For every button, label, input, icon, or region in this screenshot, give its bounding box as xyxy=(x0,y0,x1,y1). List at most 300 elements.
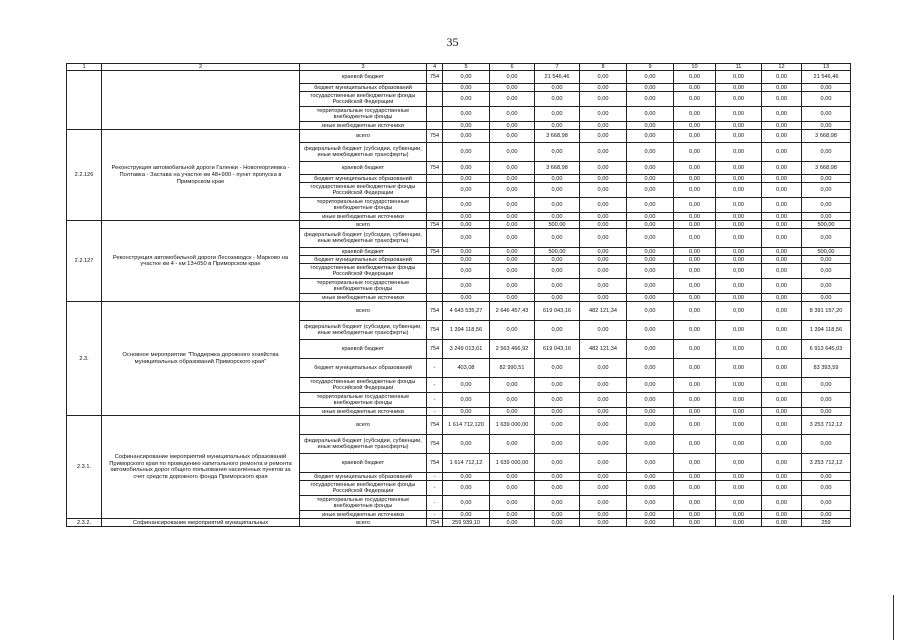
amount-cell: 0,00 xyxy=(443,198,490,213)
amount-cell: 0,00 xyxy=(716,229,762,248)
amount-cell: 0,00 xyxy=(802,435,851,454)
amount-cell: 0,00 xyxy=(443,435,490,454)
amount-cell: 0,00 xyxy=(716,248,762,256)
amount-cell: 0,00 xyxy=(802,473,851,481)
admin-code-cell xyxy=(427,84,443,92)
table-row xyxy=(67,130,851,143)
amount-cell: 0,00 xyxy=(674,183,716,198)
amount-cell: 0,00 xyxy=(674,175,716,183)
amount-cell: 0,00 xyxy=(580,519,627,527)
amount-cell: 0,00 xyxy=(535,143,580,162)
amount-cell: 0,00 xyxy=(490,71,535,84)
admin-code-cell: 754 xyxy=(427,340,443,359)
amount-cell: 0,00 xyxy=(627,294,674,302)
amount-cell: 0,00 xyxy=(674,198,716,213)
admin-code-cell xyxy=(427,294,443,302)
amount-cell: 0,00 xyxy=(762,162,802,175)
amount-cell: 0,00 xyxy=(762,213,802,221)
funding-source: государственные внебюджетные фонды Российской Федерации xyxy=(300,378,427,393)
amount-cell: 0,00 xyxy=(674,279,716,294)
amount-cell: 0,00 xyxy=(716,175,762,183)
amount-cell: 0,00 xyxy=(802,378,851,393)
amount-cell: 0,00 xyxy=(674,302,716,321)
amount-cell: 0,00 xyxy=(490,213,535,221)
amount-cell: 0,00 xyxy=(716,519,762,527)
amount-cell: 0,00 xyxy=(674,511,716,519)
amount-cell: 0,00 xyxy=(802,496,851,511)
amount-cell: 0,00 xyxy=(580,393,627,408)
table-row xyxy=(67,221,851,229)
amount-cell: 0,00 xyxy=(802,264,851,279)
column-number: 7 xyxy=(535,64,580,71)
amount-cell: 0,00 xyxy=(627,92,674,107)
amount-cell: 0,00 xyxy=(443,511,490,519)
amount-cell: 0,00 xyxy=(627,130,674,143)
admin-code-cell xyxy=(427,229,443,248)
amount-cell: 0,00 xyxy=(762,321,802,340)
amount-cell: 0,00 xyxy=(762,221,802,229)
amount-cell: 0,00 xyxy=(716,279,762,294)
amount-cell: 0,00 xyxy=(762,122,802,130)
amount-cell: 0,00 xyxy=(716,92,762,107)
funding-source: государственные внебюджетные фонды Российской Федерации xyxy=(300,481,427,496)
amount-cell: 0,00 xyxy=(535,264,580,279)
item-name xyxy=(102,71,300,130)
amount-cell: 0,00 xyxy=(580,473,627,481)
amount-cell: 0,00 xyxy=(535,294,580,302)
amount-cell: 4 643 535,27 xyxy=(443,302,490,321)
amount-cell: 0,00 xyxy=(674,229,716,248)
amount-cell: 0,00 xyxy=(762,454,802,473)
amount-cell: 6 913 645,03 xyxy=(802,340,851,359)
funding-source: всего xyxy=(300,221,427,229)
amount-cell: 3 668,98 xyxy=(535,162,580,175)
amount-cell: 0,00 xyxy=(443,294,490,302)
amount-cell: 0,00 xyxy=(443,84,490,92)
amount-cell: 0,00 xyxy=(716,393,762,408)
item-name: Основное мероприятие "Поддержка дорожного хозяйства муниципальных образований Приморского края" xyxy=(102,302,300,416)
amount-cell: 0,00 xyxy=(443,71,490,84)
amount-cell: 0,00 xyxy=(716,408,762,416)
funding-source: всего xyxy=(300,302,427,321)
admin-code-cell: - xyxy=(427,481,443,496)
amount-cell: 3 668,98 xyxy=(802,130,851,143)
amount-cell: 0,00 xyxy=(443,393,490,408)
funding-source: бюджет муниципальных образований xyxy=(300,256,427,264)
amount-cell: 0,00 xyxy=(443,221,490,229)
amount-cell: 0,00 xyxy=(762,496,802,511)
amount-cell: 0,00 xyxy=(490,408,535,416)
amount-cell: 0,00 xyxy=(490,198,535,213)
amount-cell: 0,00 xyxy=(535,496,580,511)
amount-cell: 0,00 xyxy=(716,302,762,321)
amount-cell: 0,00 xyxy=(716,511,762,519)
scan-margin-line xyxy=(893,595,894,640)
amount-cell: 0,00 xyxy=(580,122,627,130)
amount-cell: 259 xyxy=(802,519,851,527)
amount-cell: 0,00 xyxy=(580,71,627,84)
amount-cell: 0,00 xyxy=(535,481,580,496)
amount-cell: 0,00 xyxy=(443,248,490,256)
amount-cell: 1 394 118,56 xyxy=(443,321,490,340)
amount-cell: 0,00 xyxy=(627,122,674,130)
amount-cell: 0,00 xyxy=(535,454,580,473)
amount-cell: 0,00 xyxy=(490,84,535,92)
funding-source: краевой бюджет xyxy=(300,162,427,175)
admin-code-cell: 754 xyxy=(427,519,443,527)
amount-cell: 0,00 xyxy=(627,408,674,416)
amount-cell: 0,00 xyxy=(443,378,490,393)
amount-cell: 0,00 xyxy=(535,416,580,435)
amount-cell: 3 253 712,12 xyxy=(802,454,851,473)
amount-cell: 0,00 xyxy=(716,454,762,473)
amount-cell: 0,00 xyxy=(674,294,716,302)
amount-cell: 0,00 xyxy=(580,511,627,519)
amount-cell: 0,00 xyxy=(627,213,674,221)
amount-cell: 0,00 xyxy=(580,454,627,473)
amount-cell: 0,00 xyxy=(490,92,535,107)
item-name: Софинансирование мероприятий муниципальных образований Приморского края по проведению капитального ремонта и ремонта автомобильных дорог общего пользования населенных пунктов за счет средств дорожного фонда Приморского края xyxy=(102,416,300,519)
amount-cell: 0,00 xyxy=(490,162,535,175)
admin-code-cell: 754 xyxy=(427,454,443,473)
admin-code-cell: 754 xyxy=(427,302,443,321)
amount-cell: 1 639 000,00 xyxy=(490,416,535,435)
amount-cell: 0,00 xyxy=(716,416,762,435)
amount-cell: 0,00 xyxy=(443,143,490,162)
amount-cell: 0,00 xyxy=(627,321,674,340)
amount-cell: 0,00 xyxy=(490,143,535,162)
amount-cell: 0,00 xyxy=(627,71,674,84)
amount-cell: 0,00 xyxy=(762,256,802,264)
funding-source: государственные внебюджетные фонды Российской Федерации xyxy=(300,264,427,279)
amount-cell: 482 121,34 xyxy=(580,302,627,321)
admin-code-cell: 754 xyxy=(427,162,443,175)
amount-cell: 0,00 xyxy=(627,435,674,454)
amount-cell: 3 249 013,61 xyxy=(443,340,490,359)
amount-cell: 0,00 xyxy=(627,378,674,393)
amount-cell: 0,00 xyxy=(627,198,674,213)
amount-cell: 0,00 xyxy=(443,496,490,511)
amount-cell: 0,00 xyxy=(490,321,535,340)
amount-cell: 83 393,59 xyxy=(802,359,851,378)
amount-cell: 0,00 xyxy=(443,162,490,175)
amount-cell: 0,00 xyxy=(802,393,851,408)
item-name: Реконструкция автомобильной дороги Галенки - Новогеоргиевка - Полтавка - Застава на участке км 48+900 - пункт пропуска в Приморском крае xyxy=(102,130,300,221)
amount-cell: 0,00 xyxy=(674,408,716,416)
amount-cell: 0,00 xyxy=(762,416,802,435)
amount-cell: 0,00 xyxy=(627,229,674,248)
admin-code-cell: - xyxy=(427,496,443,511)
admin-code-cell xyxy=(427,213,443,221)
admin-code-cell xyxy=(427,264,443,279)
amount-cell: 0,00 xyxy=(627,511,674,519)
amount-cell: 0,00 xyxy=(443,408,490,416)
amount-cell: 0,00 xyxy=(580,198,627,213)
funding-source: территориальные государственные внебюджетные фонды xyxy=(300,393,427,408)
admin-code-cell xyxy=(427,92,443,107)
amount-cell: 1 394 118,56 xyxy=(802,321,851,340)
amount-cell: 1 614 712,12 xyxy=(443,454,490,473)
amount-cell: 0,00 xyxy=(802,511,851,519)
amount-cell: 0,00 xyxy=(716,107,762,122)
amount-cell: 0,00 xyxy=(490,496,535,511)
amount-cell: 0,00 xyxy=(762,279,802,294)
item-code: 2.3. xyxy=(67,302,102,416)
page-number: 35 xyxy=(446,35,459,49)
amount-cell: 0,00 xyxy=(535,198,580,213)
funding-source: иные внебюджетные источники xyxy=(300,122,427,130)
amount-cell: 0,00 xyxy=(580,130,627,143)
amount-cell: 0,00 xyxy=(674,84,716,92)
amount-cell: 0,00 xyxy=(627,84,674,92)
column-number: 12 xyxy=(762,64,802,71)
amount-cell: 0,00 xyxy=(762,378,802,393)
admin-code-cell: - xyxy=(427,511,443,519)
amount-cell: 0,00 xyxy=(580,481,627,496)
amount-cell: 0,00 xyxy=(762,393,802,408)
amount-cell: 500,00 xyxy=(802,221,851,229)
amount-cell: 0,00 xyxy=(762,294,802,302)
item-name: Софинансирование мероприятий муниципальных xyxy=(102,519,300,527)
funding-source: федеральный бюджет (субсидии, субвенции, иные межбюджетные трансферты) xyxy=(300,229,427,248)
amount-cell: 0,00 xyxy=(716,143,762,162)
amount-cell: 0,00 xyxy=(716,264,762,279)
amount-cell: 0,00 xyxy=(716,183,762,198)
amount-cell: 0,00 xyxy=(443,473,490,481)
amount-cell: 0,00 xyxy=(627,162,674,175)
amount-cell: 0,00 xyxy=(490,294,535,302)
amount-cell: 0,00 xyxy=(762,264,802,279)
amount-cell: 0,00 xyxy=(716,496,762,511)
amount-cell: 0,00 xyxy=(580,264,627,279)
admin-code-cell xyxy=(427,122,443,130)
amount-cell: 0,00 xyxy=(802,122,851,130)
admin-code-cell xyxy=(427,143,443,162)
funding-source: федеральный бюджет (субсидии, субвенции, иные межбюджетные трансферты) xyxy=(300,435,427,454)
funding-source: государственные внебюджетные фонды Российской Федерации xyxy=(300,92,427,107)
amount-cell: 0,00 xyxy=(762,229,802,248)
admin-code-cell xyxy=(427,256,443,264)
amount-cell: 0,00 xyxy=(674,213,716,221)
admin-code-cell: 754 xyxy=(427,321,443,340)
amount-cell: 0,00 xyxy=(627,340,674,359)
amount-cell: 0,00 xyxy=(490,221,535,229)
funding-source: краевой бюджет xyxy=(300,340,427,359)
amount-cell: 0,00 xyxy=(674,92,716,107)
amount-cell: 0,00 xyxy=(490,435,535,454)
amount-cell: 0,00 xyxy=(674,359,716,378)
amount-cell: 0,00 xyxy=(716,321,762,340)
admin-code-cell: - xyxy=(427,378,443,393)
column-number: 4 xyxy=(427,64,443,71)
admin-code-cell: 754 xyxy=(427,248,443,256)
funding-source: иные внебюджетные источники xyxy=(300,511,427,519)
amount-cell: 0,00 xyxy=(490,393,535,408)
amount-cell: 0,00 xyxy=(580,435,627,454)
amount-cell: 0,00 xyxy=(535,408,580,416)
amount-cell: 0,00 xyxy=(535,183,580,198)
column-number-row xyxy=(67,64,851,71)
amount-cell: 0,00 xyxy=(716,378,762,393)
amount-cell: 0,00 xyxy=(716,213,762,221)
amount-cell: 0,00 xyxy=(580,221,627,229)
amount-cell: 0,00 xyxy=(490,107,535,122)
column-number: 10 xyxy=(674,64,716,71)
amount-cell: 0,00 xyxy=(580,248,627,256)
amount-cell: 0,00 xyxy=(674,454,716,473)
amount-cell: 0,00 xyxy=(762,340,802,359)
amount-cell: 0,00 xyxy=(762,408,802,416)
amount-cell: 0,00 xyxy=(762,175,802,183)
amount-cell: 0,00 xyxy=(762,130,802,143)
amount-cell: 0,00 xyxy=(762,71,802,84)
amount-cell: 0,00 xyxy=(443,213,490,221)
amount-cell: 0,00 xyxy=(716,221,762,229)
amount-cell: 0,00 xyxy=(802,183,851,198)
amount-cell: 8 391 157,20 xyxy=(802,302,851,321)
admin-code-cell: 754 xyxy=(427,71,443,84)
amount-cell: 0,00 xyxy=(762,519,802,527)
amount-cell: 0,00 xyxy=(627,416,674,435)
amount-cell: 0,00 xyxy=(535,435,580,454)
amount-cell: 0,00 xyxy=(674,107,716,122)
amount-cell: 0,00 xyxy=(627,454,674,473)
amount-cell: 0,00 xyxy=(762,84,802,92)
amount-cell: 0,00 xyxy=(580,143,627,162)
amount-cell: 0,00 xyxy=(627,496,674,511)
funding-source: бюджет муниципальных образований xyxy=(300,359,427,378)
column-number: 13 xyxy=(802,64,851,71)
amount-cell: 3 253 712,12 xyxy=(802,416,851,435)
funding-source: федеральный бюджет (субсидии, субвенции, иные межбюджетные трансферты) xyxy=(300,143,427,162)
amount-cell: 0,00 xyxy=(802,92,851,107)
column-number: 8 xyxy=(580,64,627,71)
amount-cell: 0,00 xyxy=(802,294,851,302)
funding-source: иные внебюджетные источники xyxy=(300,294,427,302)
amount-cell: 3 668,98 xyxy=(802,162,851,175)
amount-cell: 0,00 xyxy=(716,435,762,454)
amount-cell: 0,00 xyxy=(627,302,674,321)
amount-cell: 0,00 xyxy=(674,481,716,496)
amount-cell: 0,00 xyxy=(802,229,851,248)
admin-code-cell: 754 xyxy=(427,416,443,435)
amount-cell: 0,00 xyxy=(762,107,802,122)
amount-cell: 0,00 xyxy=(535,393,580,408)
amount-cell: 0,00 xyxy=(716,481,762,496)
amount-cell: 2 563 466,92 xyxy=(490,340,535,359)
amount-cell: 0,00 xyxy=(802,408,851,416)
amount-cell: 0,00 xyxy=(674,340,716,359)
amount-cell: 0,00 xyxy=(802,279,851,294)
amount-cell: 0,00 xyxy=(580,294,627,302)
amount-cell: 0,00 xyxy=(535,92,580,107)
amount-cell: 0,00 xyxy=(627,481,674,496)
funding-source: бюджет муниципальных образований xyxy=(300,175,427,183)
amount-cell: 0,00 xyxy=(580,92,627,107)
amount-cell: 0,00 xyxy=(535,321,580,340)
amount-cell: 0,00 xyxy=(802,107,851,122)
amount-cell: 0,00 xyxy=(674,256,716,264)
funding-source: всего xyxy=(300,519,427,527)
amount-cell: 0,00 xyxy=(443,92,490,107)
amount-cell: 0,00 xyxy=(627,221,674,229)
funding-source: краевой бюджет xyxy=(300,454,427,473)
amount-cell: 0,00 xyxy=(762,248,802,256)
amount-cell: 0,00 xyxy=(490,122,535,130)
admin-code-cell xyxy=(427,279,443,294)
amount-cell: 0,00 xyxy=(674,264,716,279)
amount-cell: 0,00 xyxy=(802,175,851,183)
amount-cell: 0,00 xyxy=(802,256,851,264)
amount-cell: 0,00 xyxy=(443,229,490,248)
amount-cell: 0,00 xyxy=(674,519,716,527)
amount-cell: 0,00 xyxy=(443,107,490,122)
amount-cell: 0,00 xyxy=(716,198,762,213)
column-number: 2 xyxy=(102,64,300,71)
amount-cell: 0,00 xyxy=(443,279,490,294)
amount-cell: 0,00 xyxy=(762,183,802,198)
amount-cell: 0,00 xyxy=(627,248,674,256)
admin-code-cell xyxy=(427,107,443,122)
amount-cell: 0,00 xyxy=(762,511,802,519)
amount-cell: 0,00 xyxy=(490,264,535,279)
amount-cell: 0,00 xyxy=(674,130,716,143)
amount-cell: 0,00 xyxy=(580,162,627,175)
amount-cell: 0,00 xyxy=(762,143,802,162)
amount-cell: 0,00 xyxy=(802,213,851,221)
funding-source: территориальные государственные внебюджетные фонды xyxy=(300,279,427,294)
amount-cell: 0,00 xyxy=(490,511,535,519)
funding-source: территориальные государственные внебюджетные фонды xyxy=(300,198,427,213)
admin-code-cell xyxy=(427,183,443,198)
amount-cell: 0,00 xyxy=(674,143,716,162)
funding-source: иные внебюджетные источники xyxy=(300,408,427,416)
amount-cell: 0,00 xyxy=(443,122,490,130)
amount-cell: 1 614 712,120 xyxy=(443,416,490,435)
amount-cell: 0,00 xyxy=(627,279,674,294)
amount-cell: 0,00 xyxy=(535,279,580,294)
table-row xyxy=(67,416,851,435)
amount-cell: 259 939,10 xyxy=(443,519,490,527)
amount-cell: 0,00 xyxy=(674,71,716,84)
admin-code-cell: - xyxy=(427,473,443,481)
amount-cell: 0,00 xyxy=(443,264,490,279)
funding-source: бюджет муниципальных образований xyxy=(300,84,427,92)
admin-code-cell: - xyxy=(427,408,443,416)
amount-cell: 0,00 xyxy=(802,481,851,496)
funding-source: государственные внебюджетные фонды Российской Федерации xyxy=(300,183,427,198)
admin-code-cell xyxy=(427,175,443,183)
amount-cell: 0,00 xyxy=(535,519,580,527)
amount-cell: 0,00 xyxy=(580,183,627,198)
funding-source: краевой бюджет xyxy=(300,71,427,84)
amount-cell: 0,00 xyxy=(716,340,762,359)
amount-cell: 0,00 xyxy=(580,416,627,435)
amount-cell: 0,00 xyxy=(674,416,716,435)
amount-cell: 482 121,34 xyxy=(580,340,627,359)
amount-cell: 0,00 xyxy=(762,435,802,454)
table-row xyxy=(67,71,851,84)
amount-cell: 3 668,98 xyxy=(535,130,580,143)
table-row xyxy=(67,302,851,321)
amount-cell: 0,00 xyxy=(580,84,627,92)
amount-cell: 0,00 xyxy=(443,256,490,264)
amount-cell: 0,00 xyxy=(535,359,580,378)
amount-cell: 2 646 457,43 xyxy=(490,302,535,321)
amount-cell: 0,00 xyxy=(490,519,535,527)
admin-code-cell: 754 xyxy=(427,221,443,229)
amount-cell: 0,00 xyxy=(490,229,535,248)
